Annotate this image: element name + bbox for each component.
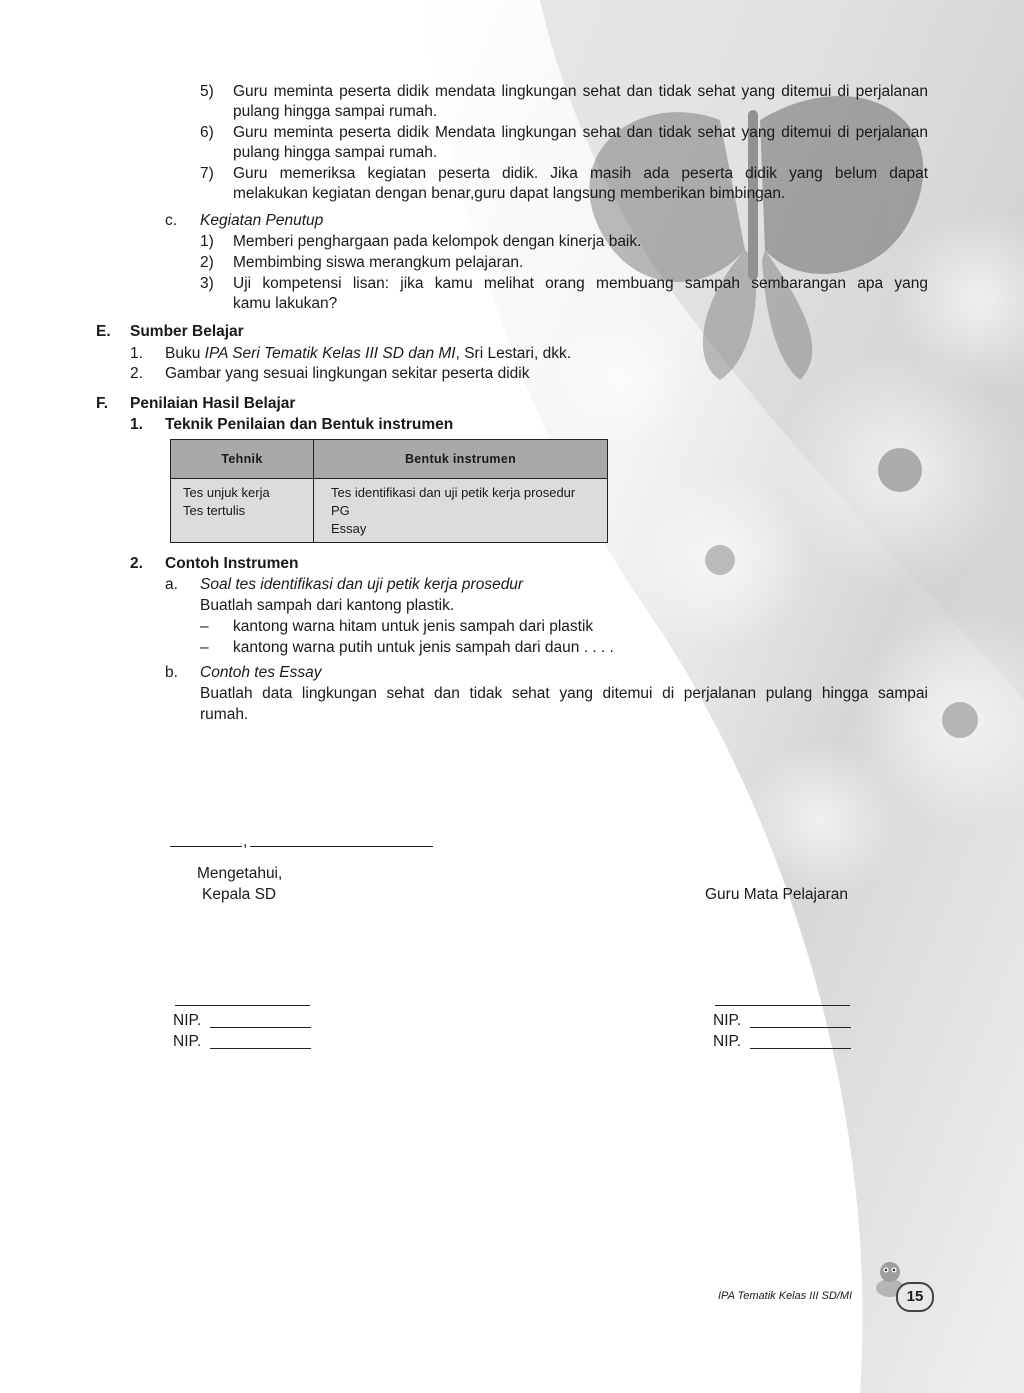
cell-line: Tes unjuk kerja <box>183 485 270 500</box>
item-number: 2. <box>130 365 143 382</box>
cell-line: Tes tertulis <box>183 503 246 518</box>
essay-text: rumah. <box>200 706 249 723</box>
bullet-dash: – <box>200 639 209 656</box>
bullet-text: kantong warna hitam untuk jenis sampah dari plastik <box>233 618 594 635</box>
reference-item: Gambar yang sesuai lingkungan sekitar peserta didik <box>165 365 530 382</box>
instrument-table <box>170 439 608 543</box>
item-number: 1. <box>130 345 143 362</box>
section-title: Sumber Belajar <box>130 323 244 340</box>
signature-label: Kepala SD <box>202 886 277 903</box>
item-number: 6) <box>200 124 214 141</box>
subsection-title: Kegiatan Penutup <box>200 212 324 229</box>
nip-label: NIP. <box>713 1033 742 1050</box>
essay-text: Buatlah data lingkungan sehat dan tidak sehat yang ditemui di perjalanan pulang hingga sampai <box>200 685 928 702</box>
reference-item <box>165 344 571 364</box>
table-cell <box>171 479 314 543</box>
cell-line: PG <box>331 503 350 518</box>
item-text: Guru memeriksa kegiatan peserta didik. Jika masih ada peserta didik yang belum dapat <box>233 165 928 182</box>
item-text: pulang hingga sampai rumah. <box>233 103 438 120</box>
item-text: Guru meminta peserta didik mendata lingkungan sehat dan tidak sehat yang ditemui di perjalanan <box>233 83 928 100</box>
item-number: 7) <box>200 165 214 182</box>
nip-label: NIP. <box>173 1012 202 1029</box>
nip-label: NIP. <box>713 1012 742 1029</box>
signature-line <box>175 1005 310 1006</box>
item-text: kamu lakukan? <box>233 295 338 312</box>
signature-line <box>715 1005 850 1006</box>
date-comma: , <box>243 833 248 850</box>
item-text: melakukan kegiatan dengan benar,guru dapat langsung memberikan bimbingan. <box>233 185 786 202</box>
nip-blank <box>210 1048 311 1049</box>
subsection-number: 1. <box>130 416 143 433</box>
item-number: 5) <box>200 83 214 100</box>
subsection-title: Contoh tes Essay <box>200 664 322 681</box>
table-cell <box>314 479 608 543</box>
subsection-title: Soal tes identifikasi dan uji petik kerja prosedur <box>200 576 524 593</box>
subsection-letter: b. <box>165 664 178 681</box>
signature-label: Mengetahui, <box>197 865 283 882</box>
cell-line: Tes identifikasi dan uji petik kerja prosedur <box>331 485 576 500</box>
item-text: pulang hingga sampai rumah. <box>233 144 438 161</box>
date-blank <box>250 846 433 847</box>
table-header: Bentuk instrumen <box>314 440 608 479</box>
subsection-letter: a. <box>165 576 178 593</box>
book-title: IPA Seri Tematik Kelas III SD dan MI <box>204 345 456 362</box>
section-title: Penilaian Hasil Belajar <box>130 395 296 412</box>
item-text: Guru meminta peserta didik Mendata lingkungan sehat dan tidak sehat yang ditemui di perjalanan <box>233 124 928 141</box>
nip-label: NIP. <box>173 1033 202 1050</box>
page-number-badge: 15 <box>896 1282 934 1312</box>
footer-text: IPA Tematik Kelas III SD/MI <box>718 1290 853 1302</box>
bullet-dash: – <box>200 618 209 635</box>
table-header: Tehnik <box>171 440 314 479</box>
reference-suffix: , Sri Lestari, dkk. <box>455 345 572 362</box>
section-letter: E. <box>96 323 111 340</box>
section-letter: F. <box>96 395 109 412</box>
subsection-title: Contoh Instrumen <box>165 555 299 572</box>
nip-blank <box>750 1027 851 1028</box>
subsection-number: 2. <box>130 555 143 572</box>
item-number: 2) <box>200 254 214 271</box>
item-number: 3) <box>200 275 214 292</box>
nip-blank <box>750 1048 851 1049</box>
reference-prefix: Buku <box>165 345 205 362</box>
table-row <box>171 479 608 543</box>
subsection-letter: c. <box>165 212 178 229</box>
table-header-row <box>171 440 608 479</box>
signature-label: Guru Mata Pelajaran <box>705 886 849 903</box>
bullet-text: kantong warna putih untuk jenis sampah dari daun . . . . <box>233 639 614 656</box>
item-text: Membimbing siswa merangkum pelajaran. <box>233 254 524 271</box>
item-text: Uji kompetensi lisan: jika kamu melihat orang membuang sampah sembarangan apa yang <box>233 275 928 292</box>
item-text: Memberi penghargaan pada kelompok dengan kinerja baik. <box>233 233 642 250</box>
cell-line: Essay <box>331 521 367 536</box>
place-blank <box>170 846 242 847</box>
subsection-title: Teknik Penilaian dan Bentuk instrumen <box>165 416 454 433</box>
instruction-text: Buatlah sampah dari kantong plastik. <box>200 597 455 614</box>
item-number: 1) <box>200 233 214 250</box>
nip-blank <box>210 1027 311 1028</box>
